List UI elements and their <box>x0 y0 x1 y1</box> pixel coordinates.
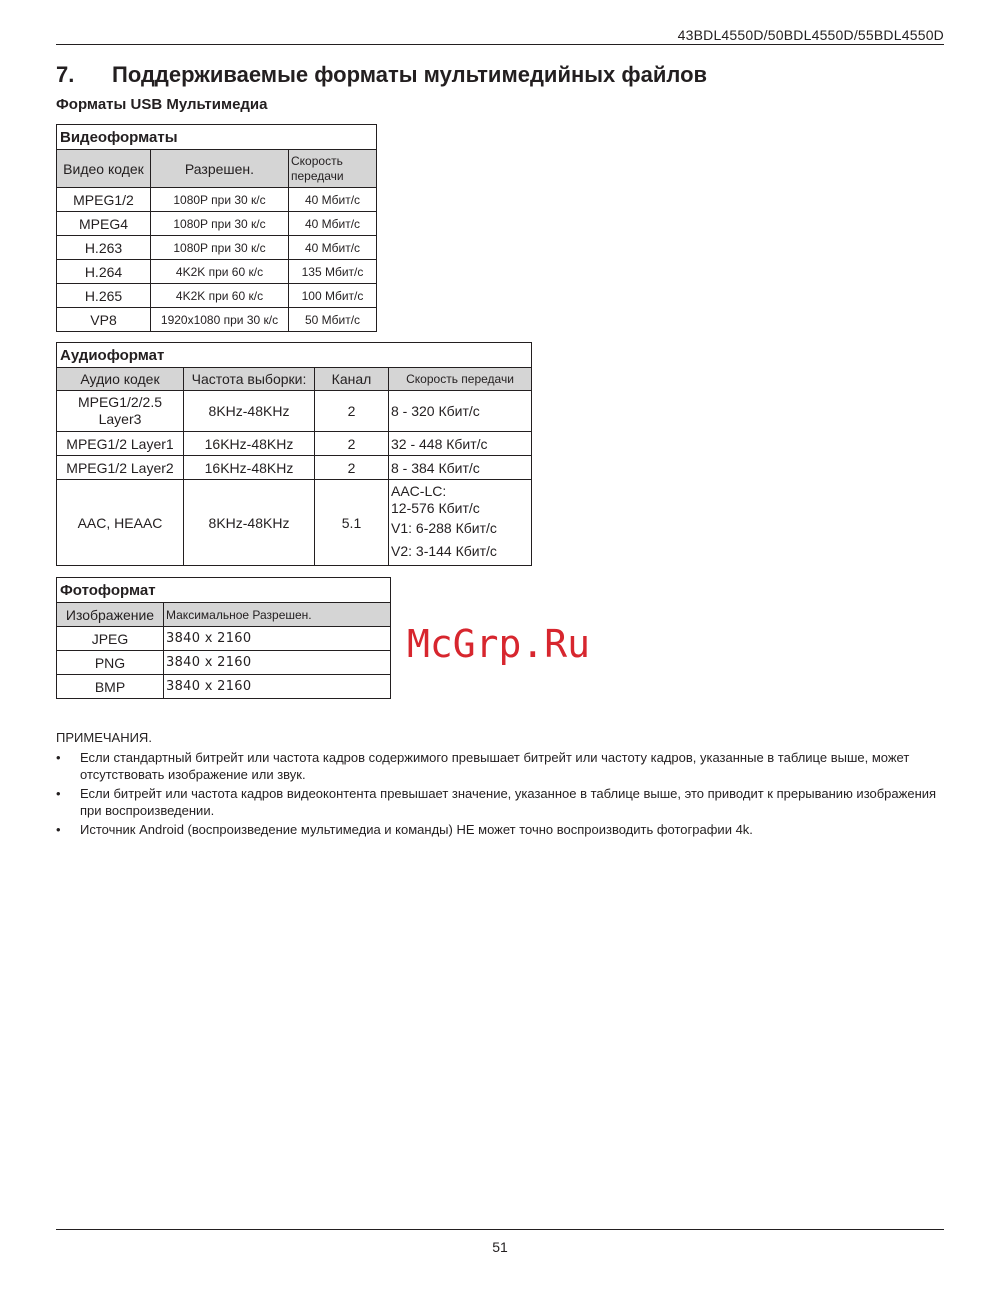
table-row <box>57 188 377 212</box>
audio-header-row <box>57 368 532 391</box>
codec-cell: MPEG1/2 Layer2 <box>57 456 184 480</box>
list-item <box>56 821 946 838</box>
image-format-cell: BMP <box>57 675 164 699</box>
video-header-row <box>57 150 377 188</box>
heaac-v2-rate: V2: 3-144 Кбит/с <box>391 543 497 559</box>
notes-list <box>56 749 946 840</box>
channel-cell: 2 <box>315 391 389 432</box>
section-subtitle: Форматы USB Мультимедиа <box>56 96 268 113</box>
header-cell: Аудио кодек <box>57 368 184 391</box>
video-formats-table <box>56 124 377 332</box>
watermark: McGrp.Ru <box>407 622 591 666</box>
codec-cell: AAC, HEAAC <box>57 480 184 566</box>
max-resolution-cell: 3840 x 2160 <box>164 675 391 699</box>
table-row <box>57 391 532 432</box>
note-text: Если стандартный битрейт или частота кадров содержимого превышает битрейт или частоту кадров, указанные в таблице выше, может отсутствовать изображение или звук. <box>80 750 910 782</box>
header-cell: Скорость передачи <box>289 150 377 188</box>
resolution-cell: 4K2K при 60 к/с <box>151 284 289 308</box>
chapter-title: Поддерживаемые форматы мультимедийных файлов <box>112 62 708 87</box>
sample-rate-cell: 8KHz-48KHz <box>184 391 315 432</box>
bullet: • <box>56 750 61 765</box>
table-row <box>57 284 377 308</box>
footer-divider <box>56 1229 944 1230</box>
codec-cell: VP8 <box>57 308 151 332</box>
photo-format-table <box>56 577 391 699</box>
codec-cell: H.264 <box>57 260 151 284</box>
codec-cell: H.263 <box>57 236 151 260</box>
video-table-caption: Видеоформаты <box>57 125 377 150</box>
table-row <box>57 308 377 332</box>
notes-title: ПРИМЕЧАНИЯ. <box>56 730 152 745</box>
table-row <box>57 675 391 699</box>
bitrate-cell <box>389 480 532 566</box>
header-cell: Частота выборки: <box>184 368 315 391</box>
resolution-cell: 1080P при 30 к/с <box>151 212 289 236</box>
bitrate-cell: 40 Мбит/с <box>289 188 377 212</box>
image-format-cell: PNG <box>57 651 164 675</box>
header-cell: Изображение <box>57 603 164 627</box>
sample-rate-cell: 8KHz-48KHz <box>184 480 315 566</box>
header-cell: Видео кодек <box>57 150 151 188</box>
bitrate-cell: 32 - 448 Кбит/с <box>389 432 532 456</box>
aac-lc-label: AAC-LC: <box>391 483 447 499</box>
model-header: 43BDL4550D/50BDL4550D/55BDL4550D <box>677 27 944 43</box>
audio-table-caption: Аудиоформат <box>57 343 532 368</box>
header-cell: Максимальное Разрешен. <box>164 603 391 627</box>
photo-header-row <box>57 603 391 627</box>
max-resolution-cell: 3840 x 2160 <box>164 627 391 651</box>
table-row <box>57 480 532 566</box>
bitrate-cell: 50 Мбит/с <box>289 308 377 332</box>
header-cell: Разрешен. <box>151 150 289 188</box>
audio-format-table <box>56 342 532 566</box>
bitrate-cell: 135 Мбит/с <box>289 260 377 284</box>
bitrate-cell: 40 Мбит/с <box>289 236 377 260</box>
bitrate-cell: 40 Мбит/с <box>289 212 377 236</box>
bitrate-cell: 8 - 384 Кбит/с <box>389 456 532 480</box>
resolution-cell: 1080P при 30 к/с <box>151 188 289 212</box>
channel-cell: 2 <box>315 432 389 456</box>
table-row <box>57 432 532 456</box>
table-row <box>57 260 377 284</box>
codec-cell: H.265 <box>57 284 151 308</box>
codec-cell: MPEG4 <box>57 212 151 236</box>
list-item <box>56 749 946 783</box>
max-resolution-cell: 3840 x 2160 <box>164 651 391 675</box>
channel-cell: 2 <box>315 456 389 480</box>
header-divider <box>56 44 944 45</box>
resolution-cell: 1080P при 30 к/с <box>151 236 289 260</box>
header-cell: Канал <box>315 368 389 391</box>
image-format-cell: JPEG <box>57 627 164 651</box>
table-row <box>57 212 377 236</box>
table-row <box>57 236 377 260</box>
table-row <box>57 651 391 675</box>
codec-cell: MPEG1/2 <box>57 188 151 212</box>
bullet: • <box>56 822 61 837</box>
bullet: • <box>56 786 61 801</box>
chapter-number: 7. <box>56 62 75 87</box>
table-row <box>57 456 532 480</box>
header-cell: Скорость передачи <box>389 368 532 391</box>
aac-lc-rate: 12-576 Кбит/с <box>391 500 480 516</box>
bitrate-cell: 8 - 320 Кбит/с <box>389 391 532 432</box>
bitrate-cell: 100 Мбит/с <box>289 284 377 308</box>
resolution-cell: 1920x1080 при 30 к/с <box>151 308 289 332</box>
heaac-v1-rate: V1: 6-288 Кбит/с <box>391 520 497 536</box>
note-text: Источник Android (воспроизведение мультимедиа и команды) НЕ может точно воспроизводить фотографии 4k. <box>80 822 753 837</box>
channel-cell: 5.1 <box>315 480 389 566</box>
resolution-cell: 4K2K при 60 к/с <box>151 260 289 284</box>
list-item <box>56 785 946 819</box>
codec-cell: MPEG1/2 Layer1 <box>57 432 184 456</box>
codec-cell: MPEG1/2/2.5 Layer3 <box>57 391 184 432</box>
sample-rate-cell: 16KHz-48KHz <box>184 456 315 480</box>
table-row <box>57 627 391 651</box>
photo-table-caption: Фотоформат <box>57 578 391 603</box>
chapter-heading <box>56 62 707 88</box>
page-number: 51 <box>492 1239 508 1255</box>
sample-rate-cell: 16KHz-48KHz <box>184 432 315 456</box>
note-text: Если битрейт или частота кадров видеоконтента превышает значение, указанное в таблице выше, это приводит к прерыванию изображения при воспроизведении. <box>80 786 937 818</box>
